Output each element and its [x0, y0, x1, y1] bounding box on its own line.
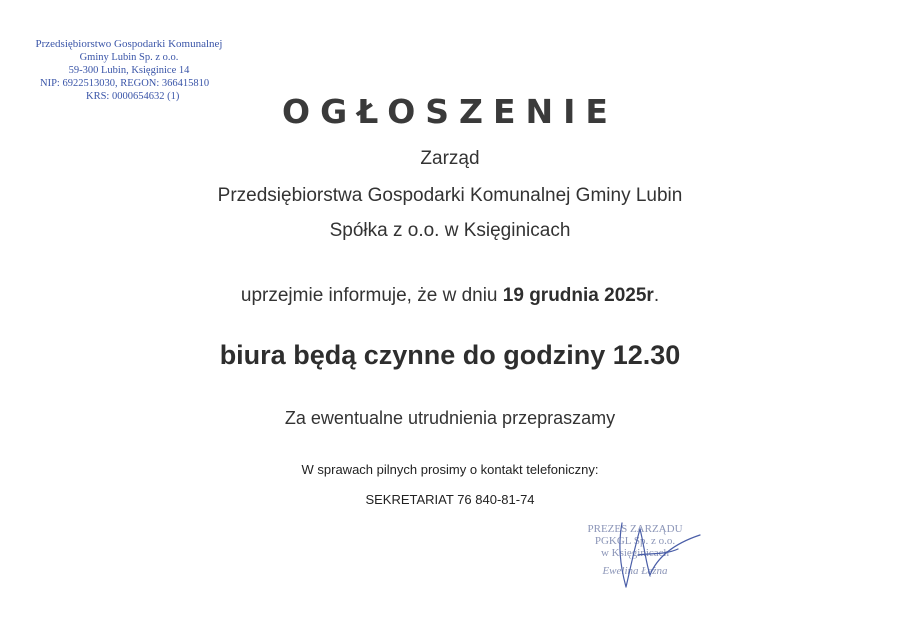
sig-stamp-location: w Księginicach: [600, 547, 670, 559]
sig-stamp-name: Ewelina Łężna: [602, 565, 668, 577]
notice-title: OGŁOSZENIE: [282, 92, 618, 131]
stamp-line-gmina: Gminy Lubin Sp. z o.o.: [79, 52, 179, 63]
sig-stamp-company: PGKGL Sp. z o.o.: [594, 535, 676, 547]
sig-stamp-title: PREZES ZARZĄDU: [587, 523, 683, 535]
stamp-line-nip: NIP: 6922513030, REGON: 366415810: [40, 78, 210, 89]
contact-prompt: W sprawach pilnych prosimy o kontakt telefoniczny:: [301, 462, 599, 477]
notice-main-message: biura będą czynne do godziny 12.30: [219, 340, 681, 370]
stamp-line-company: Przedsiębiorstwo Gospodarki Komunalnej: [35, 38, 223, 50]
info-date: 19 grudnia 2025r: [502, 285, 654, 306]
stamp-line-address: 59-300 Lubin, Księginice 14: [68, 65, 190, 76]
signature-stamp: [560, 515, 710, 595]
notice-board-label: Zarząd: [420, 148, 480, 169]
notice-company-name: Przedsiębiorstwa Gospodarki Komunalnej Gminy Lubin: [217, 185, 683, 206]
info-prefix: uprzejmie informuje, że w dniu: [240, 285, 503, 306]
info-suffix: .: [653, 285, 660, 306]
notice-company-location: Spółka z o.o. w Księginicach: [329, 220, 571, 241]
notice-apology: Za ewentualne utrudnienia przepraszamy: [284, 408, 616, 428]
notice-info-line: [0, 285, 900, 307]
stamp-line-krs: KRS: 0000654632 (1): [86, 91, 180, 102]
contact-phone: SEKRETARIAT 76 840-81-74: [365, 492, 535, 507]
handwritten-signature: [560, 515, 710, 595]
